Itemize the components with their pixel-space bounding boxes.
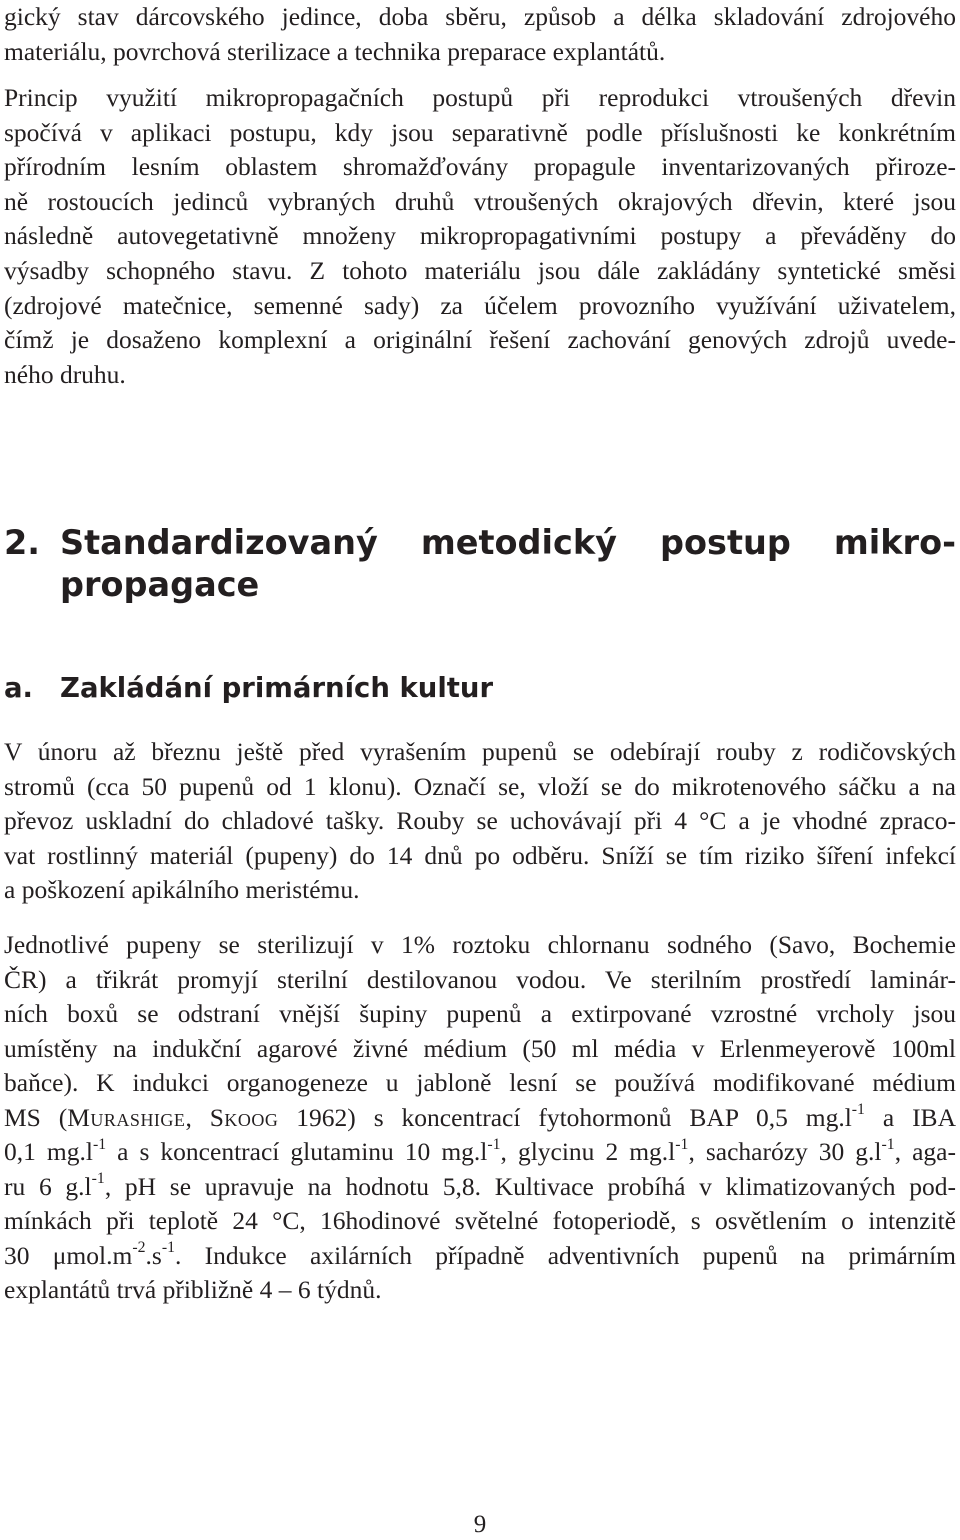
text-line: Jednotlivé pupeny se sterilizují v 1% roztoku chlornanu sodného (Savo, Bochemie [4, 930, 956, 959]
superscript: -1 [91, 1170, 105, 1188]
text-line [4, 1170, 956, 1205]
text-line: převoz uskladní do chladové tašky. Rouby se uchovávají při 4 °C a je vhodné zpraco- [4, 806, 956, 835]
text-line: ného druhu. [4, 359, 126, 389]
page-number: 9 [473, 1511, 487, 1538]
superscript: -1 [675, 1135, 689, 1153]
text-run: ru 6 g.l [4, 1171, 92, 1201]
text-line: umístěny na indukční agarové živné médium (50 ml média v Erlenmeyerově 100ml [4, 1033, 956, 1063]
text-line [4, 1135, 956, 1170]
paragraph-collection [4, 735, 956, 908]
text-run: , glycinu 2 mg.l [500, 1137, 676, 1166]
superscript: -1 [487, 1135, 501, 1153]
text-run: a IBA [864, 1102, 956, 1132]
text-line: přírodním lesním oblastem shromažďovány propagule inventarizovaných přiroze- [4, 152, 956, 182]
text-run: , [185, 1102, 210, 1132]
text-run: .s [145, 1240, 162, 1270]
section-title-line: Standardizovaný metodický postup mikro- [60, 523, 956, 562]
text-line: výsadby schopného stavu. Z tohoto materiálu jsou dále zakládány syntetické směsi [4, 255, 956, 285]
text-line: (zdrojové matečnice, semenné sady) za účelem provozního využívání uživatelem, [4, 290, 956, 320]
text-line: Princip využití mikropropagačních postupů při reprodukci vtroušených dřevin [4, 83, 956, 112]
text-line: explantátů trvá přibližně 4 – 6 týdnů. [4, 1275, 382, 1304]
text-line: V únoru až březnu ještě před vyrašením pupenů se odebírají rouby z rodičovských [4, 737, 956, 766]
text-line: gický stav dárcovského jedince, doba sběru, způsob a délka skladování zdrojového [4, 2, 956, 31]
citation-author: Murashige [67, 1102, 186, 1132]
subsection-heading [4, 670, 956, 706]
text-line: stromů (cca 50 pupenů od 1 klonu). Označí se, vloží se do mikrotenového sáčku a na [4, 771, 956, 801]
section-heading [4, 522, 956, 606]
text-run: 30 μmol.m [4, 1240, 133, 1270]
citation-author: Skoog [209, 1102, 279, 1132]
text-line: následně autovegetativně množeny mikropropagativními postupy a převáděny do [4, 221, 956, 251]
text-run: , aga- [894, 1137, 956, 1166]
superscript: -2 [132, 1239, 146, 1257]
text-line: mínkách při teplotě 24 °C, 16hodinové světelné fotoperiodě, s osvětlením o intenzitě [4, 1206, 956, 1235]
text-line: a poškození apikálního meristému. [4, 875, 360, 904]
paragraph-sterilization [4, 928, 956, 1308]
text-run: 0,1 mg.l [4, 1137, 93, 1166]
superscript: -1 [92, 1135, 107, 1153]
text-line: vat rostlinný materiál (pupeny) do 14 dnů po odběru. Sníží se tím riziko šíření infekcí [4, 840, 956, 870]
text-run: . Indukce axilárních případně adventivních pupenů na primárním [174, 1240, 956, 1270]
text-line [4, 1239, 956, 1274]
text-run: 1962) s koncentrací fytohormonů BAP 0,5 mg.l [278, 1102, 852, 1132]
text-run: MS ( [4, 1102, 68, 1132]
section-title-line: propagace [60, 565, 260, 604]
text-line: baňce). K indukci organogeneze u jabloně lesní se používá modifikované médium [4, 1068, 956, 1097]
text-line: ních boxů se odstraní vnější šupiny pupenů a extirpované vzrostné vrcholy jsou [4, 999, 956, 1028]
text-run: a s koncentrací glutaminu 10 mg.l [106, 1137, 488, 1166]
subsection-number: a. [4, 672, 34, 704]
text-line-citation [4, 1101, 956, 1136]
text-line: materiálu, povrchová sterilizace a technika preparace explantátů. [4, 36, 666, 66]
section-number: 2. [4, 523, 41, 562]
subsection-title: Zakládání primárních kultur [60, 672, 494, 704]
paragraph-principle [4, 81, 956, 392]
text-run: , pH se upravuje na hodnotu 5,8. Kultivace probíhá v klimatizovaných pod- [104, 1171, 957, 1201]
text-run: , sacharózy 30 g.l [688, 1137, 882, 1166]
text-line: čímž je dosaženo komplexní a originální řešení zachování genových zdrojů uvede- [4, 325, 956, 355]
paragraph-continuation [4, 0, 956, 69]
text-line: ně rostoucích jedinců vybraných druhů vtroušených okrajových dřevin, které jsou [4, 186, 956, 216]
superscript: -1 [881, 1135, 895, 1153]
text-line: ČR) a třikrát promyjí sterilní destilovanou vodou. Ve sterilním prostředí laminár- [4, 964, 956, 994]
superscript: -1 [161, 1239, 175, 1257]
superscript: -1 [851, 1101, 865, 1119]
text-line: spočívá v aplikaci postupu, kdy jsou separativně podle příslušnosti ke konkrétním [4, 117, 956, 147]
